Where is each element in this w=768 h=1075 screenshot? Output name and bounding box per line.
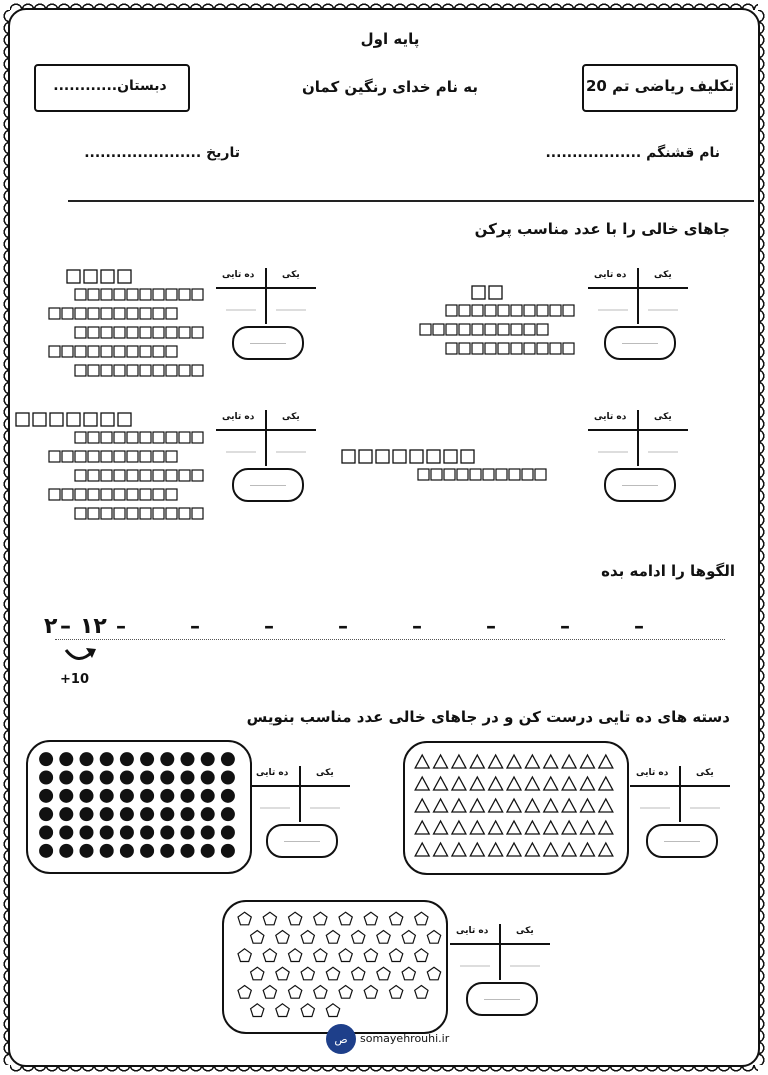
top-right-ten-rod-unit — [537, 343, 548, 354]
mid-left-ten-rod-unit — [166, 508, 177, 519]
mid-right-ten-rod-unit — [496, 469, 507, 480]
top-left-ten-rod-unit — [101, 308, 112, 319]
top-left-ones-label: یکی — [282, 270, 300, 280]
mid-left-ten-rod-unit — [140, 432, 151, 443]
top-left-ten-rod-unit — [153, 327, 164, 338]
top-left-ten-rod-unit — [114, 365, 125, 376]
top-left-ten-rod-unit — [140, 327, 151, 338]
mid-left-ten-rod-unit — [114, 451, 125, 462]
top-left-answer-pill[interactable] — [232, 326, 304, 360]
top-left-ten-rod-unit — [179, 289, 190, 300]
top-left-ten-rod-unit — [140, 308, 151, 319]
mid-right-one-cube — [427, 450, 440, 463]
date-field[interactable]: تاریخ ...................... — [84, 145, 240, 161]
top-left-ten-rod-unit — [88, 365, 99, 376]
basmala: به نام خدای رنگین کمان — [301, 78, 479, 96]
top-left-ten-rod-unit — [62, 346, 73, 357]
mid-left-ten-rod-unit — [166, 470, 177, 481]
pentagons-tens-label: ده تایی — [456, 926, 489, 936]
top-right-ten-rod-unit — [420, 324, 431, 335]
top-right-ten-rod-unit — [498, 305, 509, 316]
top-right-ten-rod-unit — [498, 343, 509, 354]
top-left-ten-rod-unit — [192, 327, 203, 338]
mid-right-one-cube — [393, 450, 406, 463]
mid-left-answer-pill[interactable] — [232, 468, 304, 502]
pentagons-panel — [222, 900, 448, 1034]
top-left-ten-rod-unit — [75, 289, 86, 300]
top-right-ten-rod-unit — [550, 343, 561, 354]
mid-left-one-cube — [101, 413, 114, 426]
mid-left-ten-rod-unit — [88, 489, 99, 500]
pattern-blank[interactable]: – — [486, 614, 496, 638]
top-right-ten-rod-unit — [485, 324, 496, 335]
top-right-ten-rod-unit — [446, 324, 457, 335]
top-left-ten-rod-unit — [127, 327, 138, 338]
top-right-one-cube — [472, 286, 485, 299]
top-left-ten-rod-unit — [101, 346, 112, 357]
top-right-ten-rod-unit — [485, 305, 496, 316]
top-left-one-cube — [118, 270, 131, 283]
mid-left-ten-rod-unit — [49, 451, 60, 462]
mid-left-tens-label: ده تایی — [222, 412, 255, 422]
top-right-ten-rod-unit — [537, 324, 548, 335]
mid-left-ten-rod-unit — [127, 451, 138, 462]
mid-left-ten-rod-unit — [75, 470, 86, 481]
top-left-ten-rod-unit — [179, 327, 190, 338]
mid-right-ten-rod-unit — [522, 469, 533, 480]
top-left-ten-rod-unit — [88, 327, 99, 338]
mid-left-ten-rod-unit — [179, 508, 190, 519]
mid-right-ten-rod-unit — [509, 469, 520, 480]
top-right-ten-rod-unit — [524, 305, 535, 316]
top-left-ten-rod-unit — [153, 289, 164, 300]
top-left-ten-rod-unit — [153, 308, 164, 319]
mid-left-one-cube — [50, 413, 63, 426]
mid-left-ten-rod-unit — [88, 432, 99, 443]
top-left-ten-rod-unit — [140, 365, 151, 376]
logo-letter: ص — [334, 1032, 348, 1046]
top-left-ten-rod-unit — [101, 327, 112, 338]
mid-left-one-cube — [33, 413, 46, 426]
mid-right-ten-rod-unit — [457, 469, 468, 480]
mid-left-ten-rod-unit — [127, 489, 138, 500]
top-left-one-cube — [84, 270, 97, 283]
mid-right-ten-rod-unit — [483, 469, 494, 480]
mid-left-ten-rod-unit — [101, 489, 112, 500]
top-right-ten-rod-unit — [472, 343, 483, 354]
top-right-ten-rod-unit — [524, 324, 535, 335]
top-left-one-cube — [101, 270, 114, 283]
pattern-blank[interactable]: – — [338, 614, 348, 638]
top-right-ten-rod-unit — [485, 343, 496, 354]
mid-left-ten-rod-unit — [88, 451, 99, 462]
mid-right-one-cube — [376, 450, 389, 463]
mid-right-ten-rod-unit — [418, 469, 429, 480]
circles-answer-pill[interactable] — [266, 824, 338, 858]
top-left-ten-rod-unit — [127, 346, 138, 357]
mid-left-ones-label: یکی — [282, 412, 300, 422]
mid-right-one-cube — [410, 450, 423, 463]
mid-left-one-cube — [67, 413, 80, 426]
triangles-panel — [403, 741, 629, 875]
top-left-ten-rod-unit — [140, 346, 151, 357]
top-right-answer-pill[interactable] — [604, 326, 676, 360]
mid-left-ten-rod-unit — [62, 451, 73, 462]
patterns-instruction: الگوها را ادامه بده — [601, 562, 735, 580]
top-right-ten-rod-unit — [472, 305, 483, 316]
mid-left-ten-rod-unit — [75, 489, 86, 500]
mid-left-ten-rod-unit — [114, 432, 125, 443]
mid-right-ten-rod-unit — [535, 469, 546, 480]
mid-left-ten-rod-unit — [179, 470, 190, 481]
mid-left-ten-rod-unit — [166, 432, 177, 443]
mid-left-ten-rod-unit — [62, 489, 73, 500]
top-right-ten-rod-unit — [446, 305, 457, 316]
pattern-baseline — [55, 639, 725, 640]
mid-right-ten-rod-unit — [444, 469, 455, 480]
mid-left-ten-rod-unit — [88, 470, 99, 481]
mid-left-one-cube — [16, 413, 29, 426]
top-left-ten-rod-unit — [75, 327, 86, 338]
top-left-ten-rod-unit — [114, 308, 125, 319]
top-right-one-cube — [489, 286, 502, 299]
pattern-blank[interactable]: – — [264, 614, 274, 638]
top-right-ten-rod-unit — [498, 324, 509, 335]
pattern-blank[interactable]: – — [560, 614, 570, 638]
top-left-ten-rod-unit — [114, 327, 125, 338]
school-field[interactable]: دبستان............ — [53, 78, 167, 94]
top-left-ten-rod-unit — [49, 346, 60, 357]
pattern-blank[interactable]: – — [190, 614, 200, 638]
top-left-ten-rod-unit — [179, 365, 190, 376]
top-right-ten-rod-unit — [446, 343, 457, 354]
worksheet-title: تکلیف ریاضی تم 20 — [586, 77, 734, 95]
top-right-ten-rod-unit — [459, 324, 470, 335]
student-name-field[interactable]: نام قشنگم .................. — [545, 145, 720, 161]
top-left-ten-rod-unit — [49, 308, 60, 319]
top-left-ten-rod-unit — [62, 308, 73, 319]
top-left-ten-rod-unit — [192, 365, 203, 376]
mid-right-tens-label: ده تایی — [594, 412, 627, 422]
top-left-ten-rod-unit — [114, 289, 125, 300]
pattern-blank[interactable]: – — [412, 614, 422, 638]
top-right-ten-rod-unit — [550, 305, 561, 316]
mid-left-ten-rod-unit — [101, 432, 112, 443]
mid-left-ten-rod-unit — [114, 470, 125, 481]
pattern-first-value: ۲ — [44, 614, 58, 639]
mid-right-ten-rod-unit — [470, 469, 481, 480]
mid-left-ten-rod-unit — [101, 508, 112, 519]
mid-left-ten-rod-unit — [127, 470, 138, 481]
mid-left-ten-rod-unit — [192, 432, 203, 443]
top-left-one-cube — [67, 270, 80, 283]
top-right-ten-rod-unit — [433, 324, 444, 335]
top-left-ten-rod-unit — [140, 289, 151, 300]
top-left-tens-label: ده تایی — [222, 270, 255, 280]
top-right-ten-rod-unit — [524, 343, 535, 354]
top-left-ten-rod-unit — [88, 346, 99, 357]
pentagons-answer-pill[interactable] — [466, 982, 538, 1016]
top-left-ten-rod-unit — [127, 308, 138, 319]
top-left-ten-rod-unit — [153, 346, 164, 357]
top-right-ten-rod-unit — [511, 324, 522, 335]
mid-right-ones-label: یکی — [654, 412, 672, 422]
fill-blanks-instruction: جاهای خالی را با عدد مناسب پرکن — [474, 220, 730, 238]
top-right-ten-rod-unit — [472, 324, 483, 335]
top-right-ten-rod-unit — [511, 305, 522, 316]
mid-right-one-cube — [461, 450, 474, 463]
mid-left-ten-rod-unit — [101, 451, 112, 462]
top-left-ten-rod-unit — [166, 327, 177, 338]
mid-right-one-cube — [444, 450, 457, 463]
mid-left-ten-rod-unit — [101, 470, 112, 481]
mid-left-ten-rod-unit — [140, 470, 151, 481]
mid-left-ten-rod-unit — [179, 432, 190, 443]
site-url: somayehrouhi.ir — [360, 1032, 450, 1045]
mid-left-ten-rod-unit — [88, 508, 99, 519]
top-left-ten-rod-unit — [75, 346, 86, 357]
grade-label: پایه اول — [360, 30, 420, 48]
pentagons-ones-label: یکی — [516, 926, 534, 936]
mid-left-ten-rod-unit — [153, 432, 164, 443]
pattern-blank[interactable]: – — [116, 614, 126, 638]
mid-left-ten-rod-unit — [75, 432, 86, 443]
top-right-ten-rod-unit — [459, 305, 470, 316]
mid-left-ten-rod-unit — [192, 470, 203, 481]
top-right-ten-rod-unit — [537, 305, 548, 316]
top-left-ten-rod-unit — [75, 308, 86, 319]
top-right-ten-rod-unit — [563, 343, 574, 354]
mid-left-one-cube — [118, 413, 131, 426]
circles-ones-label: یکی — [316, 768, 334, 778]
mid-left-ten-rod-unit — [140, 489, 151, 500]
mid-right-answer-pill[interactable] — [604, 468, 676, 502]
top-right-ten-rod-unit — [459, 343, 470, 354]
circles-panel — [26, 740, 252, 874]
mid-left-ten-rod-unit — [140, 451, 151, 462]
triangles-tens-label: ده تایی — [636, 768, 669, 778]
pattern-blank[interactable]: – — [634, 614, 644, 638]
top-left-ten-rod-unit — [75, 365, 86, 376]
circles-tens-label: ده تایی — [256, 768, 289, 778]
mid-right-one-cube — [342, 450, 355, 463]
top-left-ten-rod-unit — [153, 365, 164, 376]
top-right-ten-rod-unit — [511, 343, 522, 354]
top-left-ten-rod-unit — [166, 289, 177, 300]
mid-left-ten-rod-unit — [140, 508, 151, 519]
top-left-ten-rod-unit — [101, 365, 112, 376]
top-left-ten-rod-unit — [127, 289, 138, 300]
mid-left-ten-rod-unit — [153, 489, 164, 500]
mid-left-ten-rod-unit — [127, 432, 138, 443]
mid-left-ten-rod-unit — [166, 489, 177, 500]
top-left-ten-rod-unit — [101, 289, 112, 300]
top-right-tens-label: ده تایی — [594, 270, 627, 280]
top-right-ones-label: یکی — [654, 270, 672, 280]
top-left-ten-rod-unit — [88, 289, 99, 300]
mid-left-ten-rod-unit — [114, 489, 125, 500]
mid-left-ten-rod-unit — [192, 508, 203, 519]
mid-left-ten-rod-unit — [75, 508, 86, 519]
pattern-second-value: ۱۲ — [80, 614, 107, 639]
mid-left-ten-rod-unit — [153, 508, 164, 519]
top-right-ten-rod-unit — [563, 305, 574, 316]
mid-left-ten-rod-unit — [153, 470, 164, 481]
triangles-answer-pill[interactable] — [646, 824, 718, 858]
pattern-dash: – — [60, 614, 71, 639]
top-left-ten-rod-unit — [88, 308, 99, 319]
mid-left-ten-rod-unit — [114, 508, 125, 519]
mid-right-one-cube — [359, 450, 372, 463]
mid-left-one-cube — [84, 413, 97, 426]
top-left-ten-rod-unit — [166, 365, 177, 376]
pattern-step-label: +10 — [60, 672, 89, 687]
top-left-ten-rod-unit — [166, 346, 177, 357]
top-left-ten-rod-unit — [127, 365, 138, 376]
mid-left-ten-rod-unit — [49, 489, 60, 500]
top-left-ten-rod-unit — [114, 346, 125, 357]
mid-right-ten-rod-unit — [431, 469, 442, 480]
site-logo — [326, 1024, 356, 1054]
grouping-instruction: دسته های ده تایی درست کن و در جاهای خالی عدد مناسب بنویس — [246, 708, 730, 726]
mid-left-ten-rod-unit — [127, 508, 138, 519]
top-left-ten-rod-unit — [166, 308, 177, 319]
triangles-ones-label: یکی — [696, 768, 714, 778]
top-left-ten-rod-unit — [192, 289, 203, 300]
mid-left-ten-rod-unit — [166, 451, 177, 462]
mid-left-ten-rod-unit — [75, 451, 86, 462]
mid-left-ten-rod-unit — [153, 451, 164, 462]
